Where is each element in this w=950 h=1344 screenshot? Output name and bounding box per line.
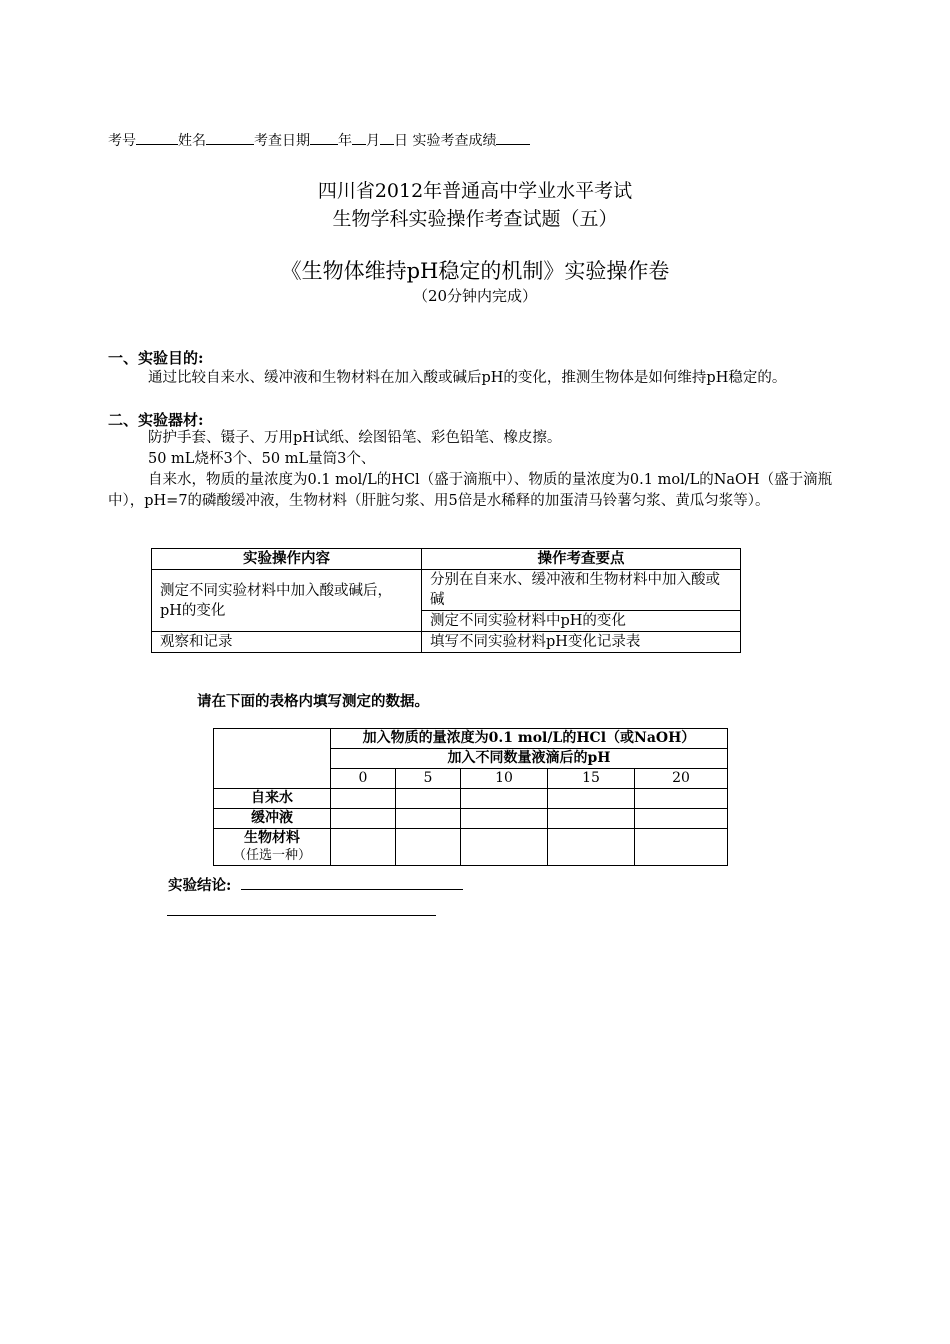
- operation-table: [151, 548, 741, 653]
- ops-row2-point: 填写不同实验材料pH变化记录表: [422, 632, 741, 653]
- ph-input-cell[interactable]: [331, 829, 396, 866]
- name-label: 姓名: [178, 133, 206, 149]
- exam-number-label: 考号: [108, 133, 136, 149]
- section-purpose-title: 一、实验目的:: [108, 349, 204, 367]
- materials-reagents: 自来水，物质的量浓度为0.1 mol/L的HCl（盛于滴瓶中）、物质的量浓度为0.1 mol/L的NaOH（盛于滴瓶中），pH=7的磷酸缓冲液，生物材料（肝脏匀浆、用5倍是水稀释的加蛋清马铃薯匀浆、黄瓜匀浆等）。: [108, 472, 833, 509]
- ph-input-cell[interactable]: [461, 789, 548, 809]
- bio-material-label: 生物材料: [244, 830, 300, 846]
- ph-input-cell[interactable]: [396, 829, 461, 866]
- corner-cell: [214, 729, 331, 789]
- ph-input-cell[interactable]: [635, 829, 728, 866]
- ph-input-cell[interactable]: [461, 829, 548, 866]
- ops-row1-point-a: 分别在自来水、缓冲液和生物材料中加入酸或碱: [422, 570, 741, 611]
- ops-row2-content: 观察和记录: [152, 632, 422, 653]
- section-materials-title: 二、实验器材:: [108, 411, 204, 429]
- ph-input-cell[interactable]: [331, 789, 396, 809]
- section-purpose-text: 通过比较自来水、缓冲液和生物材料在加入酸或碱后pH的变化，推测生物体是如何维持pH稳定的。: [148, 370, 787, 386]
- paper-title: 《生物体维持pH稳定的机制》实验操作卷: [280, 259, 670, 283]
- ops-row1-point-b: 测定不同实验材料中pH的变化: [422, 611, 741, 632]
- month-label: 月: [366, 133, 380, 149]
- name-field[interactable]: [206, 143, 254, 145]
- day-field[interactable]: [380, 143, 394, 145]
- drop-count-15: 15: [548, 769, 635, 789]
- conclusion: [168, 874, 463, 895]
- exam-number-field[interactable]: [136, 143, 178, 145]
- materials-tools: 防护手套、镊子、万用pH试纸、绘图铅笔、彩色铅笔、橡皮擦。: [148, 430, 562, 446]
- exam-info-line: [108, 130, 530, 150]
- ph-input-cell[interactable]: [331, 809, 396, 829]
- ops-row1-content: 测定不同实验材料中加入酸或碱后，pH的变化: [152, 570, 422, 632]
- ph-input-cell[interactable]: [461, 809, 548, 829]
- exam-subtitle: 生物学科实验操作考查试题（五）: [332, 208, 618, 230]
- year-label: 年: [338, 133, 352, 149]
- ph-input-cell[interactable]: [396, 809, 461, 829]
- month-field[interactable]: [352, 143, 366, 145]
- drop-count-10: 10: [461, 769, 548, 789]
- time-limit: （20分钟内完成）: [412, 287, 538, 305]
- ph-input-cell[interactable]: [548, 809, 635, 829]
- ph-input-cell[interactable]: [548, 789, 635, 809]
- table-row: [214, 829, 728, 866]
- date-label: 考查日期: [254, 133, 310, 149]
- data-header-reagent: 加入物质的量浓度为0.1 mol/L的HCl（或NaOH）: [331, 729, 728, 749]
- drop-count-20: 20: [635, 769, 728, 789]
- materials-glassware: 50 mL烧杯3个、50 mL量筒3个、: [148, 451, 376, 467]
- ph-input-cell[interactable]: [396, 789, 461, 809]
- ph-input-cell[interactable]: [548, 829, 635, 866]
- table-row: [214, 789, 728, 809]
- ph-data-table: [213, 728, 728, 866]
- table-row: [214, 809, 728, 829]
- conclusion-field-2[interactable]: [167, 915, 436, 916]
- fill-instruction: 请在下面的表格内填写测定的数据。: [197, 693, 429, 710]
- data-header-drops: 加入不同数量液滴后的pH: [331, 749, 728, 769]
- bio-material-note: （任选一种）: [232, 848, 311, 863]
- ph-input-cell[interactable]: [635, 809, 728, 829]
- row-label-tap-water: 自来水: [214, 789, 331, 809]
- year-field[interactable]: [310, 143, 338, 145]
- row-label-bio-material: [214, 829, 331, 866]
- exam-title: 四川省2012年普通高中学业水平考试: [317, 180, 633, 202]
- ops-header-content: 实验操作内容: [152, 549, 422, 570]
- drop-count-5: 5: [396, 769, 461, 789]
- ph-input-cell[interactable]: [635, 789, 728, 809]
- ops-header-points: 操作考查要点: [422, 549, 741, 570]
- score-field[interactable]: [496, 143, 530, 145]
- conclusion-label: 实验结论:: [168, 877, 232, 894]
- day-score-label: 日 实验考查成绩: [394, 133, 497, 149]
- conclusion-field-1[interactable]: [241, 888, 463, 890]
- drop-count-0: 0: [331, 769, 396, 789]
- row-label-buffer: 缓冲液: [214, 809, 331, 829]
